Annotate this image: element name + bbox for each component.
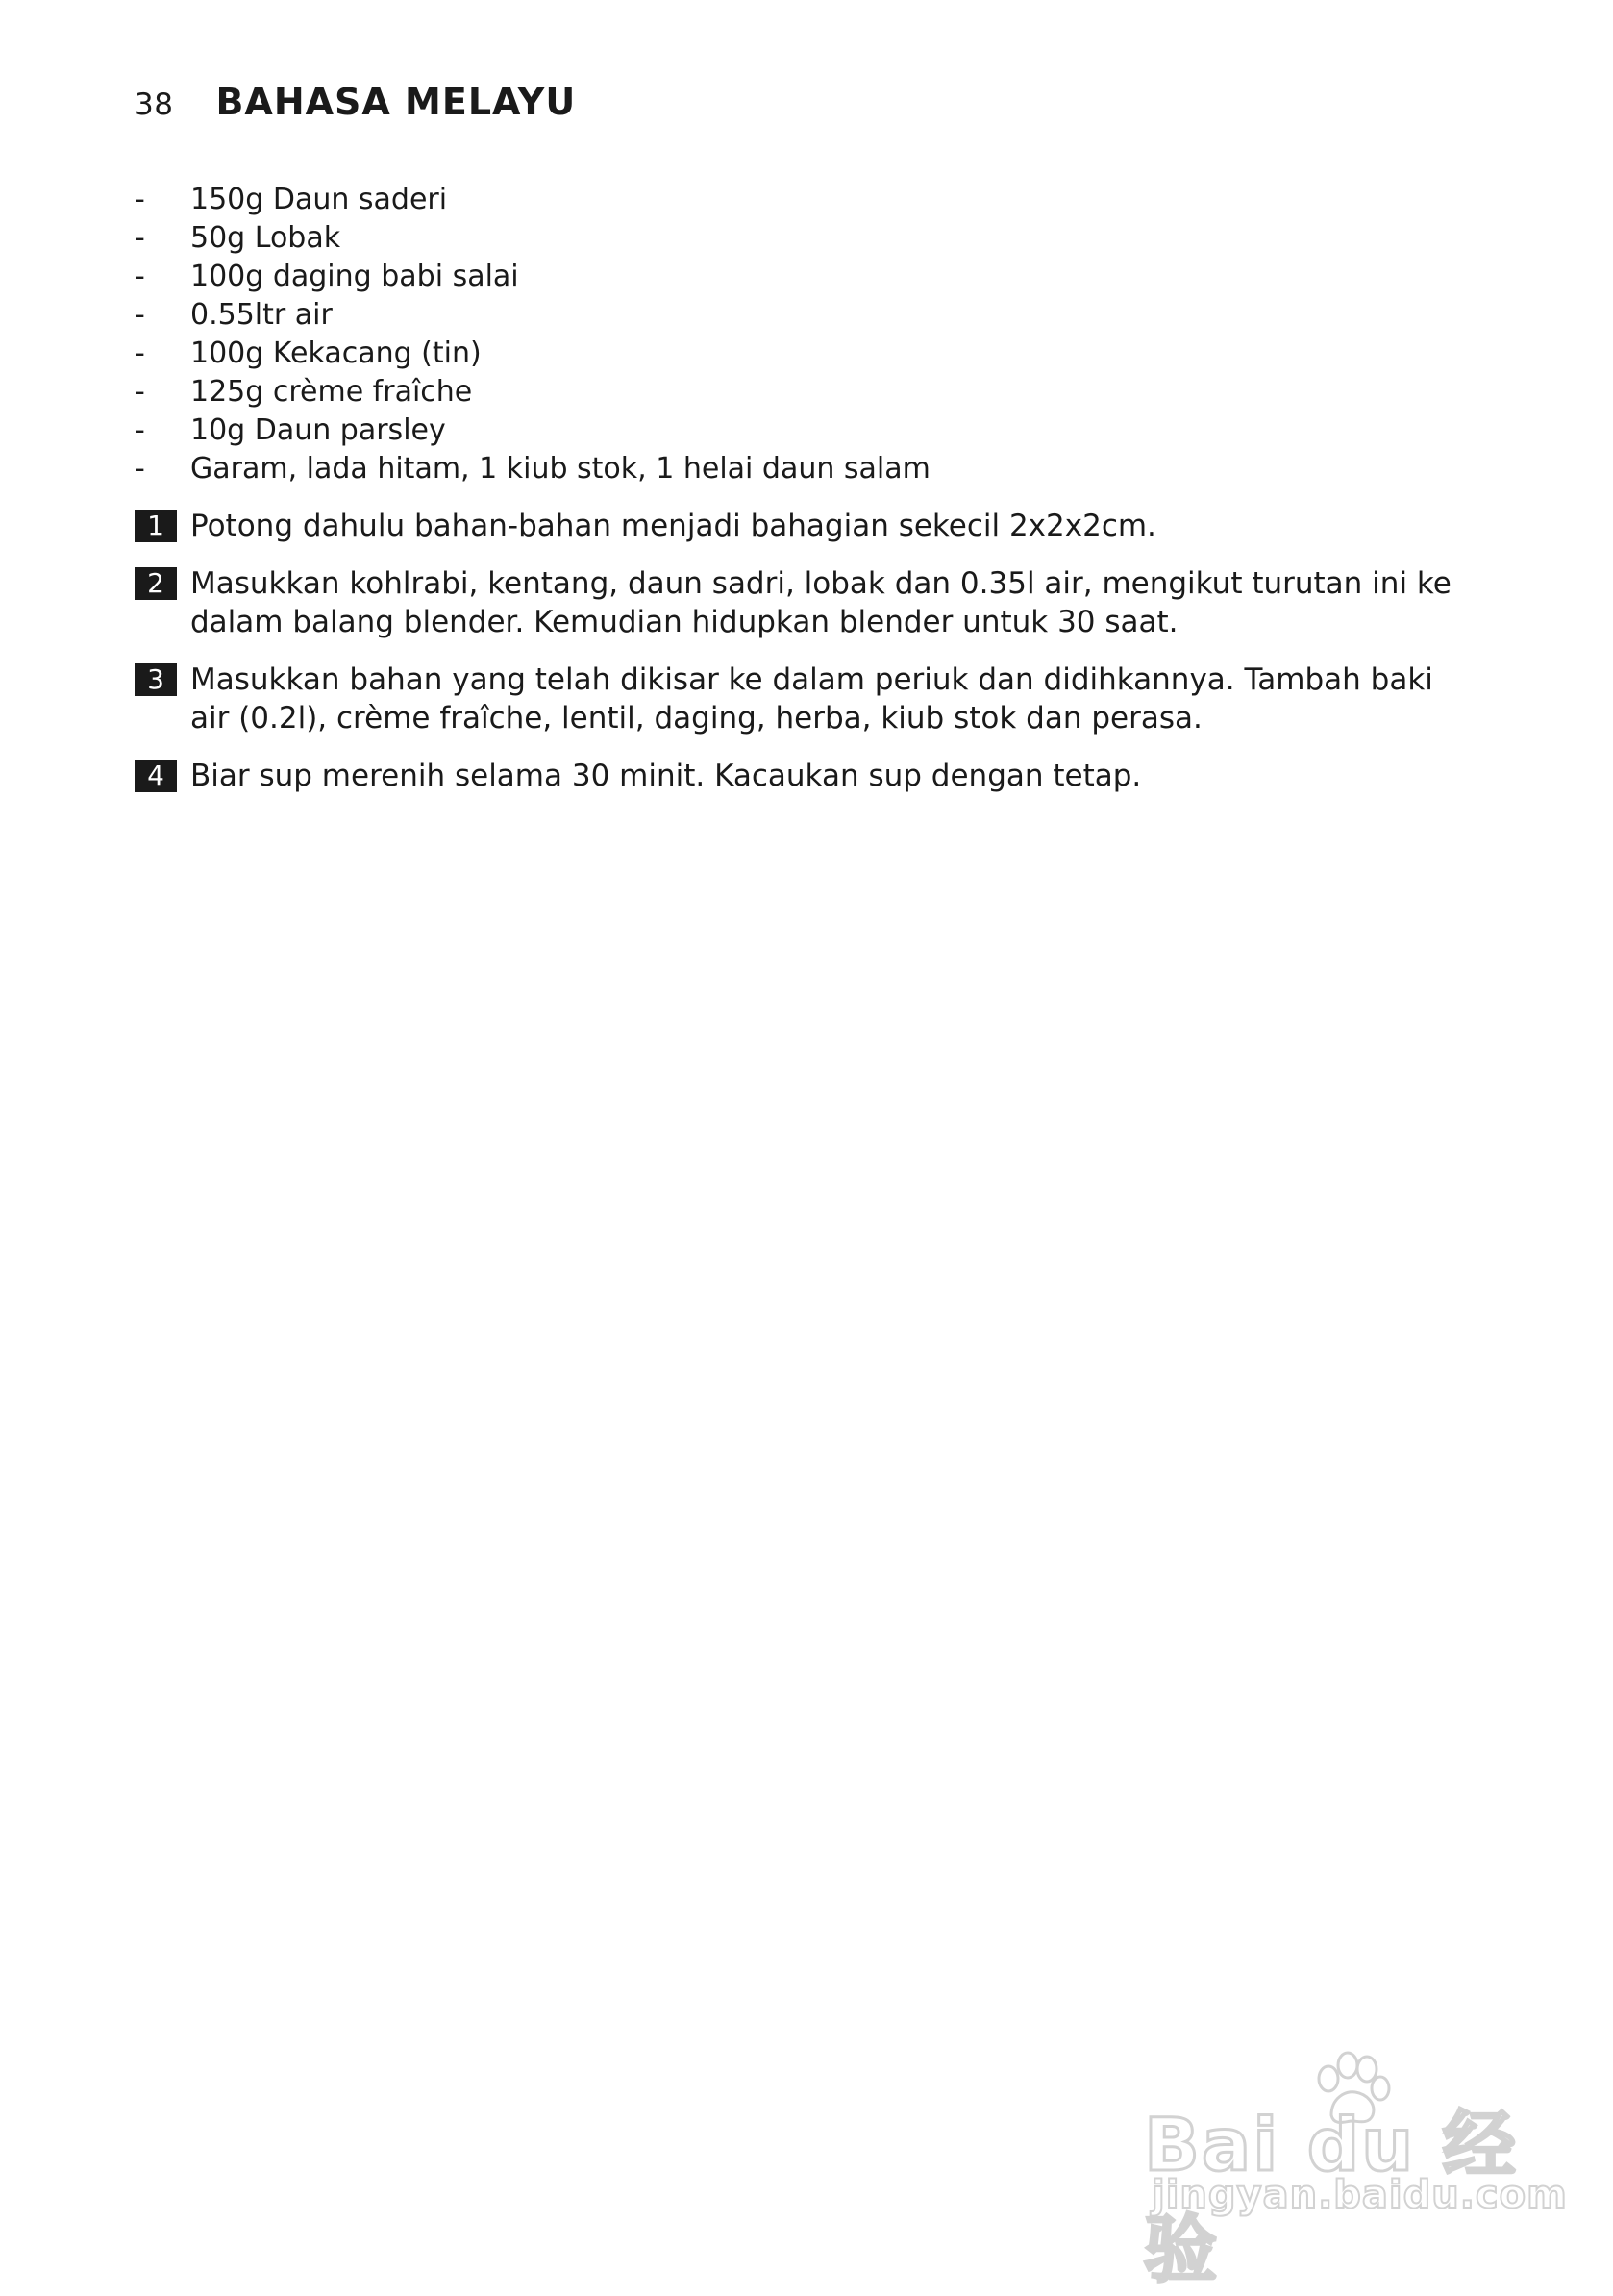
step-number-badge: 1 xyxy=(135,510,177,542)
ingredient-text: Garam, lada hitam, 1 kiub stok, 1 helai daun salam xyxy=(190,452,931,486)
list-dash: - xyxy=(135,413,145,447)
ingredient-item xyxy=(135,219,931,258)
watermark-logo-text: Bai du 经验 xyxy=(1144,2102,1518,2292)
list-dash: - xyxy=(135,337,145,370)
list-dash: - xyxy=(135,260,145,293)
step-number-badge: 4 xyxy=(135,760,177,792)
page-number: 38 xyxy=(135,87,174,122)
ingredient-item xyxy=(135,296,931,335)
ingredient-item xyxy=(135,335,931,373)
ingredient-text: 10g Daun parsley xyxy=(190,413,446,447)
step-list xyxy=(135,507,1480,814)
step-item xyxy=(135,661,1480,737)
list-dash: - xyxy=(135,298,145,332)
step-number-badge: 3 xyxy=(135,663,177,696)
step-item xyxy=(135,564,1480,641)
step-text: Potong dahulu bahan-bahan menjadi bahagian sekecil 2x2x2cm. xyxy=(190,509,1156,543)
step-text: Masukkan kohlrabi, kentang, daun sadri, lobak dan 0.35l air, mengikut turutan ini ke dalam balang blender. Kemudian hidupkan blender untuk 30 saat. xyxy=(190,566,1452,639)
ingredient-text: 0.55ltr air xyxy=(190,298,333,332)
list-dash: - xyxy=(135,452,145,486)
section-title: BAHASA MELAYU xyxy=(215,81,577,123)
ingredient-item xyxy=(135,412,931,450)
ingredient-item xyxy=(135,258,931,296)
watermark-url: jingyan.baidu.com xyxy=(1152,2173,1568,2217)
list-dash: - xyxy=(135,375,145,409)
step-text: Biar sup merenih selama 30 minit. Kacaukan sup dengan tetap. xyxy=(190,759,1142,793)
ingredient-item xyxy=(135,373,931,412)
ingredient-text: 100g daging babi salai xyxy=(190,260,519,293)
page-header xyxy=(135,81,576,123)
ingredient-text: 100g Kekacang (tin) xyxy=(190,337,482,370)
baidu-watermark xyxy=(1144,2048,1568,2292)
list-dash: - xyxy=(135,221,145,255)
ingredient-text: 150g Daun saderi xyxy=(190,183,448,216)
list-dash: - xyxy=(135,183,145,216)
step-item xyxy=(135,757,1480,795)
ingredient-list xyxy=(135,181,931,488)
ingredient-text: 50g Lobak xyxy=(190,221,341,255)
ingredient-item xyxy=(135,450,931,488)
step-text: Masukkan bahan yang telah dikisar ke dalam periuk dan didihkannya. Tambah baki air (0.2l), crème fraîche, lentil, daging, herba, kiub stok dan perasa. xyxy=(190,662,1433,736)
ingredient-item xyxy=(135,181,931,219)
step-item xyxy=(135,507,1480,545)
step-number-badge: 2 xyxy=(135,567,177,600)
ingredient-text: 125g crème fraîche xyxy=(190,375,473,409)
